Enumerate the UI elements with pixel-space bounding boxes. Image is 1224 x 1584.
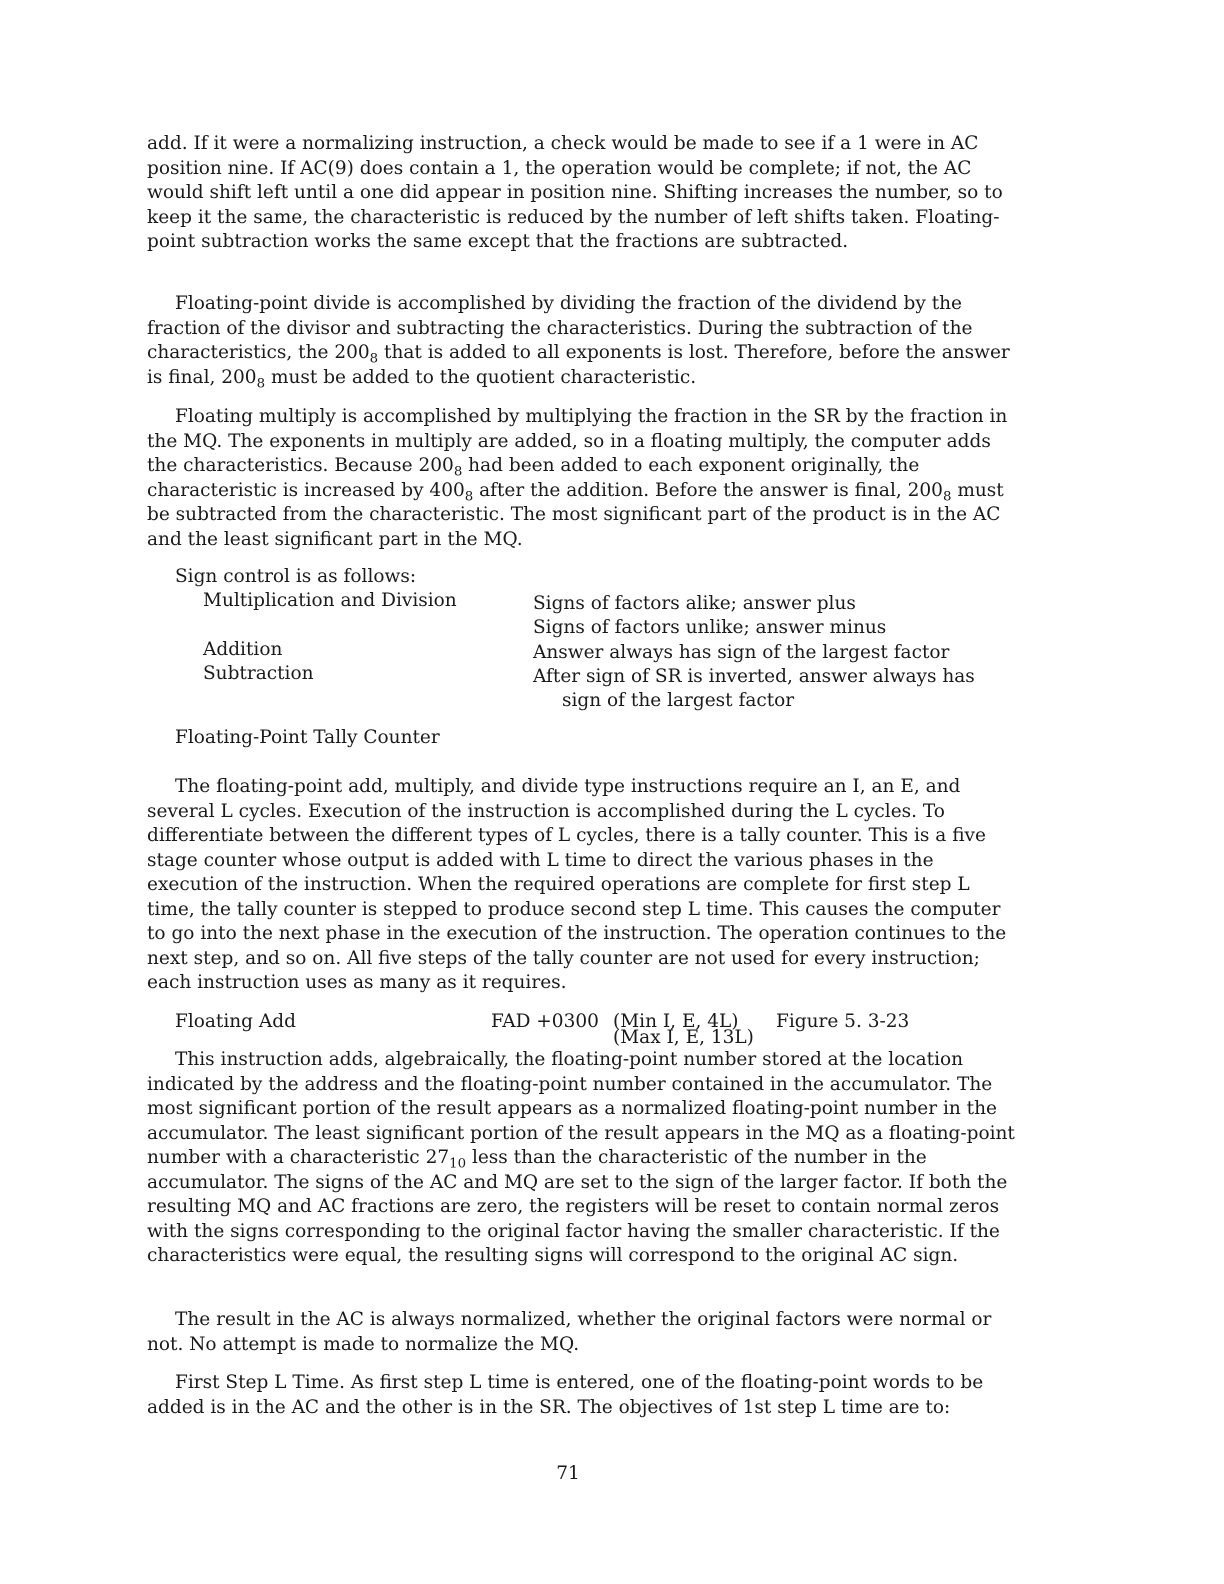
paragraph-normalize: add. If it were a normalizing instruction, a check would be made to see if a 1 were in AC position nine. If AC(9) does contain a 1, the operation would be complete; if not, the AC would shift left until a one did appear in position nine. Shifting increases the number, so to keep it the same, the characteristic is reduced by the number of left shifts taken. Floating-point subtraction works the same except that the fractions are subtracted. [147, 133, 1003, 252]
mult-div-rule-2: Signs of factors unlike; answer minus [533, 617, 887, 638]
instruction-min-cycles: (Min I, E, 4L) [613, 1011, 739, 1032]
addition-label: Addition [203, 639, 283, 660]
addition-rule: Answer always has sign of the largest factor [533, 642, 950, 663]
paragraph-first-step-l-time: First Step L Time. As first step L time is entered, one of the floating-point words to be added is in the AC and the other is in the SR. The objectives of 1st step L time are to: [147, 1372, 984, 1418]
sign-control-heading: Sign control is as follows: [175, 566, 417, 587]
paragraph-floating-multiply: Floating multiply is accomplished by multiplying the fraction in the SR by the fraction in the MQ. The exponents in multiply are added, so in a floating multiply, the computer adds the characteristics. Because $200_8$ had been added to each exponent originally, the characteristic is increased by $400_8$ after the addition. Before the answer is final, $200_8$ must be subtracted from the characteristic. The most significant part of the product is in the AC and the least significant part in the MQ. [147, 406, 1008, 550]
section-heading-tally-counter: Floating-Point Tally Counter [175, 727, 440, 748]
paragraph-normalized-result: The result in the AC is always normalized, whether the original factors were normal or not. No attempt is made to normalize the MQ. [147, 1309, 992, 1355]
mult-div-label: Multiplication and Division [203, 590, 457, 611]
page-number: 71 [556, 1463, 580, 1484]
instruction-max-cycles: (Max I, E, 13L) [613, 1027, 754, 1048]
instruction-name: Floating Add [175, 1011, 296, 1032]
subtraction-label: Subtraction [203, 663, 314, 684]
mult-div-rule-1: Signs of factors alike; answer plus [533, 593, 856, 614]
subtraction-rule-2: sign of the largest factor [562, 690, 795, 711]
paragraph-floating-divide: Floating-point divide is accomplished by dividing the fraction of the dividend by the fraction of the divisor and subtracting the characteristics. During the subtraction of the characteristics, the $200_8$ that is added to all exponents is lost. Therefore, before the answer is final, $200_8$ must be added to the quotient characteristic. [147, 293, 1010, 392]
instruction-code: FAD +0300 [491, 1011, 599, 1032]
paragraph-fad-description: This instruction adds, algebraically, the floating-point number stored at the location indicated by the address and the floating-point number contained in the accumulator. The most significant portion of the result appears as a normalized floating-point number in the accumulator. The least significant portion of the result appears in the MQ as a floating-point number with a characteristic $27_{10}$ less than the characteristic of the number in the accumulator. The signs of the AC and MQ are set to the sign of the larger factor. If both the resulting MQ and AC fractions are zero, the registers will be reset to contain normal zeros with the signs corresponding to the original factor having the smaller characteristic. If the characteristics were equal, the resulting signs will correspond to the original AC sign. [147, 1049, 1015, 1266]
subtraction-rule-1: After sign of SR is inverted, answer always has [533, 666, 975, 687]
figure-reference: Figure 5. 3-23 [776, 1011, 910, 1032]
paragraph-tally-counter: The floating-point add, multiply, and divide type instructions require an I, an E, and several L cycles. Execution of the instruction is accomplished during the L cycles. To differentiate between the different types of L cycles, there is a tally counter. This is a five stage counter whose output is added with L time to direct the various phases in the execution of the instruction. When the required operations are complete for first step L time, the tally counter is stepped to produce second step L time. This causes the computer to go into the next phase in the execution of the instruction. The operation continues to the next step, and so on. All five steps of the tally counter are not used for every instruction; each instruction uses as many as it requires. [147, 776, 1007, 993]
